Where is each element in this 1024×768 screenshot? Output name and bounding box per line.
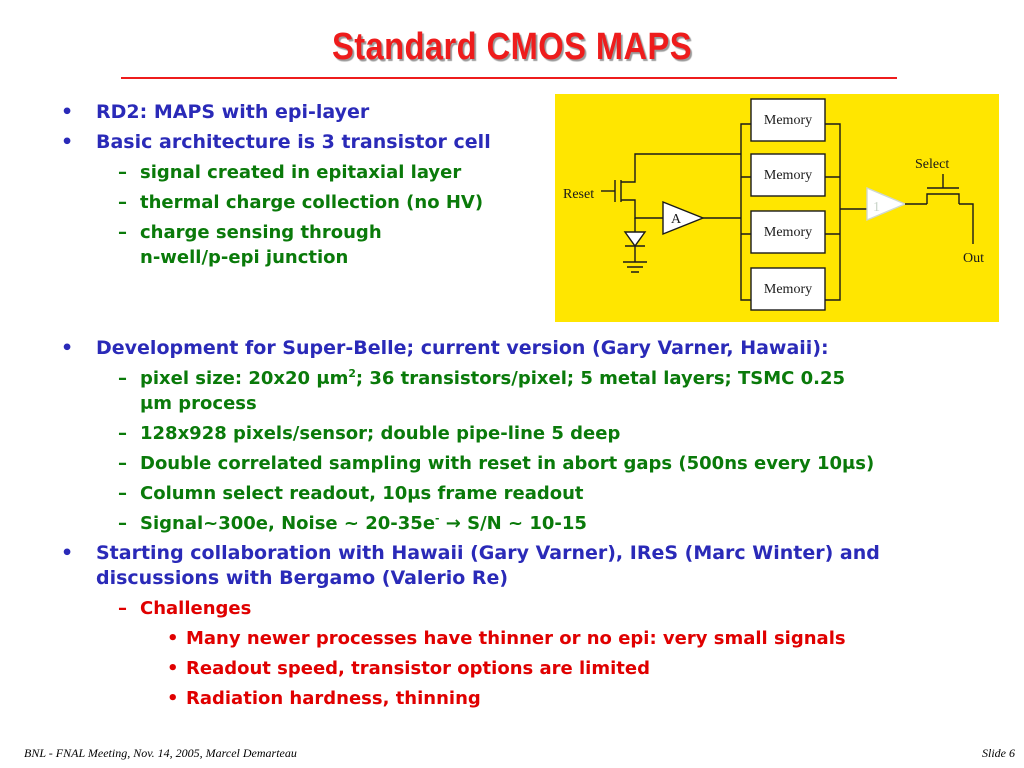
bullet-item xyxy=(61,336,996,366)
sub-bullet-item xyxy=(118,451,996,481)
bullet-dash: – xyxy=(118,483,127,504)
bullet-dot: • xyxy=(167,658,179,679)
ground-symbol xyxy=(623,262,647,272)
bullet-dash: – xyxy=(118,162,127,183)
photodiode-wire xyxy=(625,246,645,262)
sub-bullet-item xyxy=(118,160,536,190)
bullet-dash: – xyxy=(118,192,127,213)
bullet-dash: – xyxy=(118,423,127,444)
sub-bullets xyxy=(96,160,536,270)
bullet-item xyxy=(61,130,536,160)
sub-bullet-item xyxy=(118,511,996,541)
collaboration-line1: Starting collaboration with Hawaii (Gary Varner), IReS (Marc Winter) and xyxy=(96,542,880,564)
bullet-dash: – xyxy=(118,453,127,474)
bullet-dot: • xyxy=(167,628,179,649)
sub-bullet-item xyxy=(118,596,996,626)
slide-title: Standard CMOS MAPS xyxy=(331,26,692,68)
sub-bullet-text: thermal charge collection (no HV) xyxy=(140,192,484,213)
bullet-item xyxy=(61,100,536,130)
collaboration-line2: discussions with Bergamo (Valerio Re) xyxy=(96,567,509,589)
development-heading: Development for Super-Belle; current version (Gary Varner, Hawaii): xyxy=(96,337,829,359)
memory-label: Memory xyxy=(763,225,813,240)
pixel-size-line2: μm process xyxy=(140,393,257,414)
collaboration-sub-bullets xyxy=(96,596,996,716)
memory-label: Memory xyxy=(763,168,813,183)
sub-bullet-item xyxy=(118,220,536,270)
sub-bullet-item xyxy=(118,421,996,451)
challenge-text: Radiation hardness, thinning xyxy=(186,688,481,709)
sub-bullet-text-line1: charge sensing through xyxy=(140,222,382,243)
bullet-item xyxy=(61,541,996,591)
memory-input-bus xyxy=(741,124,751,300)
memory-label: Memory xyxy=(763,282,813,297)
footer-meeting-info: BNL - FNAL Meeting, Nov. 14, 2005, Marcel Demarteau xyxy=(24,746,297,760)
challenge-item xyxy=(167,656,996,686)
sub-bullet-item xyxy=(118,190,536,220)
sub-bullet-item xyxy=(118,481,996,511)
memory-output-bus xyxy=(825,124,840,300)
bullet-text: Basic architecture is 3 transistor cell xyxy=(96,131,491,153)
bullet-dash: – xyxy=(118,513,127,534)
select-label: Select xyxy=(915,157,950,172)
pixel-size-line1: pixel size: 20x20 $\mu m^2$; 36 transistors/pixel; 5 metal layers; TSMC 0.25 xyxy=(140,367,846,389)
select-transistor-channel xyxy=(927,194,959,204)
circuit-diagram xyxy=(555,94,999,322)
title-underline xyxy=(121,77,897,79)
bullet-dot: • xyxy=(61,337,74,359)
amplifier-symbol xyxy=(663,202,703,234)
challenge-text: Many newer processes have thinner or no epi: very small signals xyxy=(186,628,846,649)
top-bullets xyxy=(61,100,536,270)
lower-bullets xyxy=(61,336,996,716)
select-transistor-gate xyxy=(927,174,959,188)
bullet-dash: – xyxy=(118,222,127,243)
challenge-item xyxy=(167,626,996,656)
sub-bullet-text: signal created in epitaxial layer xyxy=(140,162,462,183)
column-text: Column select readout, 10μs frame readout xyxy=(140,483,584,504)
bullet-dot: • xyxy=(61,101,74,123)
challenges-list xyxy=(140,626,996,716)
circuit-svg xyxy=(555,94,999,322)
pixel-node-wires xyxy=(621,154,741,218)
out-wire xyxy=(959,204,973,244)
bullet-dot: • xyxy=(61,542,74,564)
challenge-item xyxy=(167,686,996,716)
challenge-text: Readout speed, transistor options are limited xyxy=(186,658,650,679)
development-sub-bullets xyxy=(96,366,996,541)
amplifier-label: A xyxy=(671,212,682,227)
bullet-dash: – xyxy=(118,368,127,389)
signal-text: Signal~300e, Noise ~ 20-35e- → S/N ~ 10-15 xyxy=(140,512,587,534)
out-label: Out xyxy=(963,251,984,266)
memory-label: Memory xyxy=(763,113,813,128)
bullet-dot: • xyxy=(61,131,74,153)
dcs-text: Double correlated sampling with reset in abort gaps (500ns every 10μs) xyxy=(140,453,875,474)
bullet-dash: – xyxy=(118,598,127,619)
footer-slide-number: Slide 6 xyxy=(982,746,1015,760)
sub-bullet-item xyxy=(118,366,996,416)
bullet-text: RD2: MAPS with epi-layer xyxy=(96,101,370,123)
challenges-label: Challenges xyxy=(140,598,252,619)
photodiode-symbol xyxy=(625,232,645,246)
reset-label: Reset xyxy=(563,187,595,202)
buffer-label: 1 xyxy=(873,200,880,215)
bullet-dot: • xyxy=(167,688,179,709)
sub-bullet-text-line2: n-well/p-epi junction xyxy=(140,247,349,268)
pixels-text: 128x928 pixels/sensor; double pipe-line 5 deep xyxy=(140,423,621,444)
